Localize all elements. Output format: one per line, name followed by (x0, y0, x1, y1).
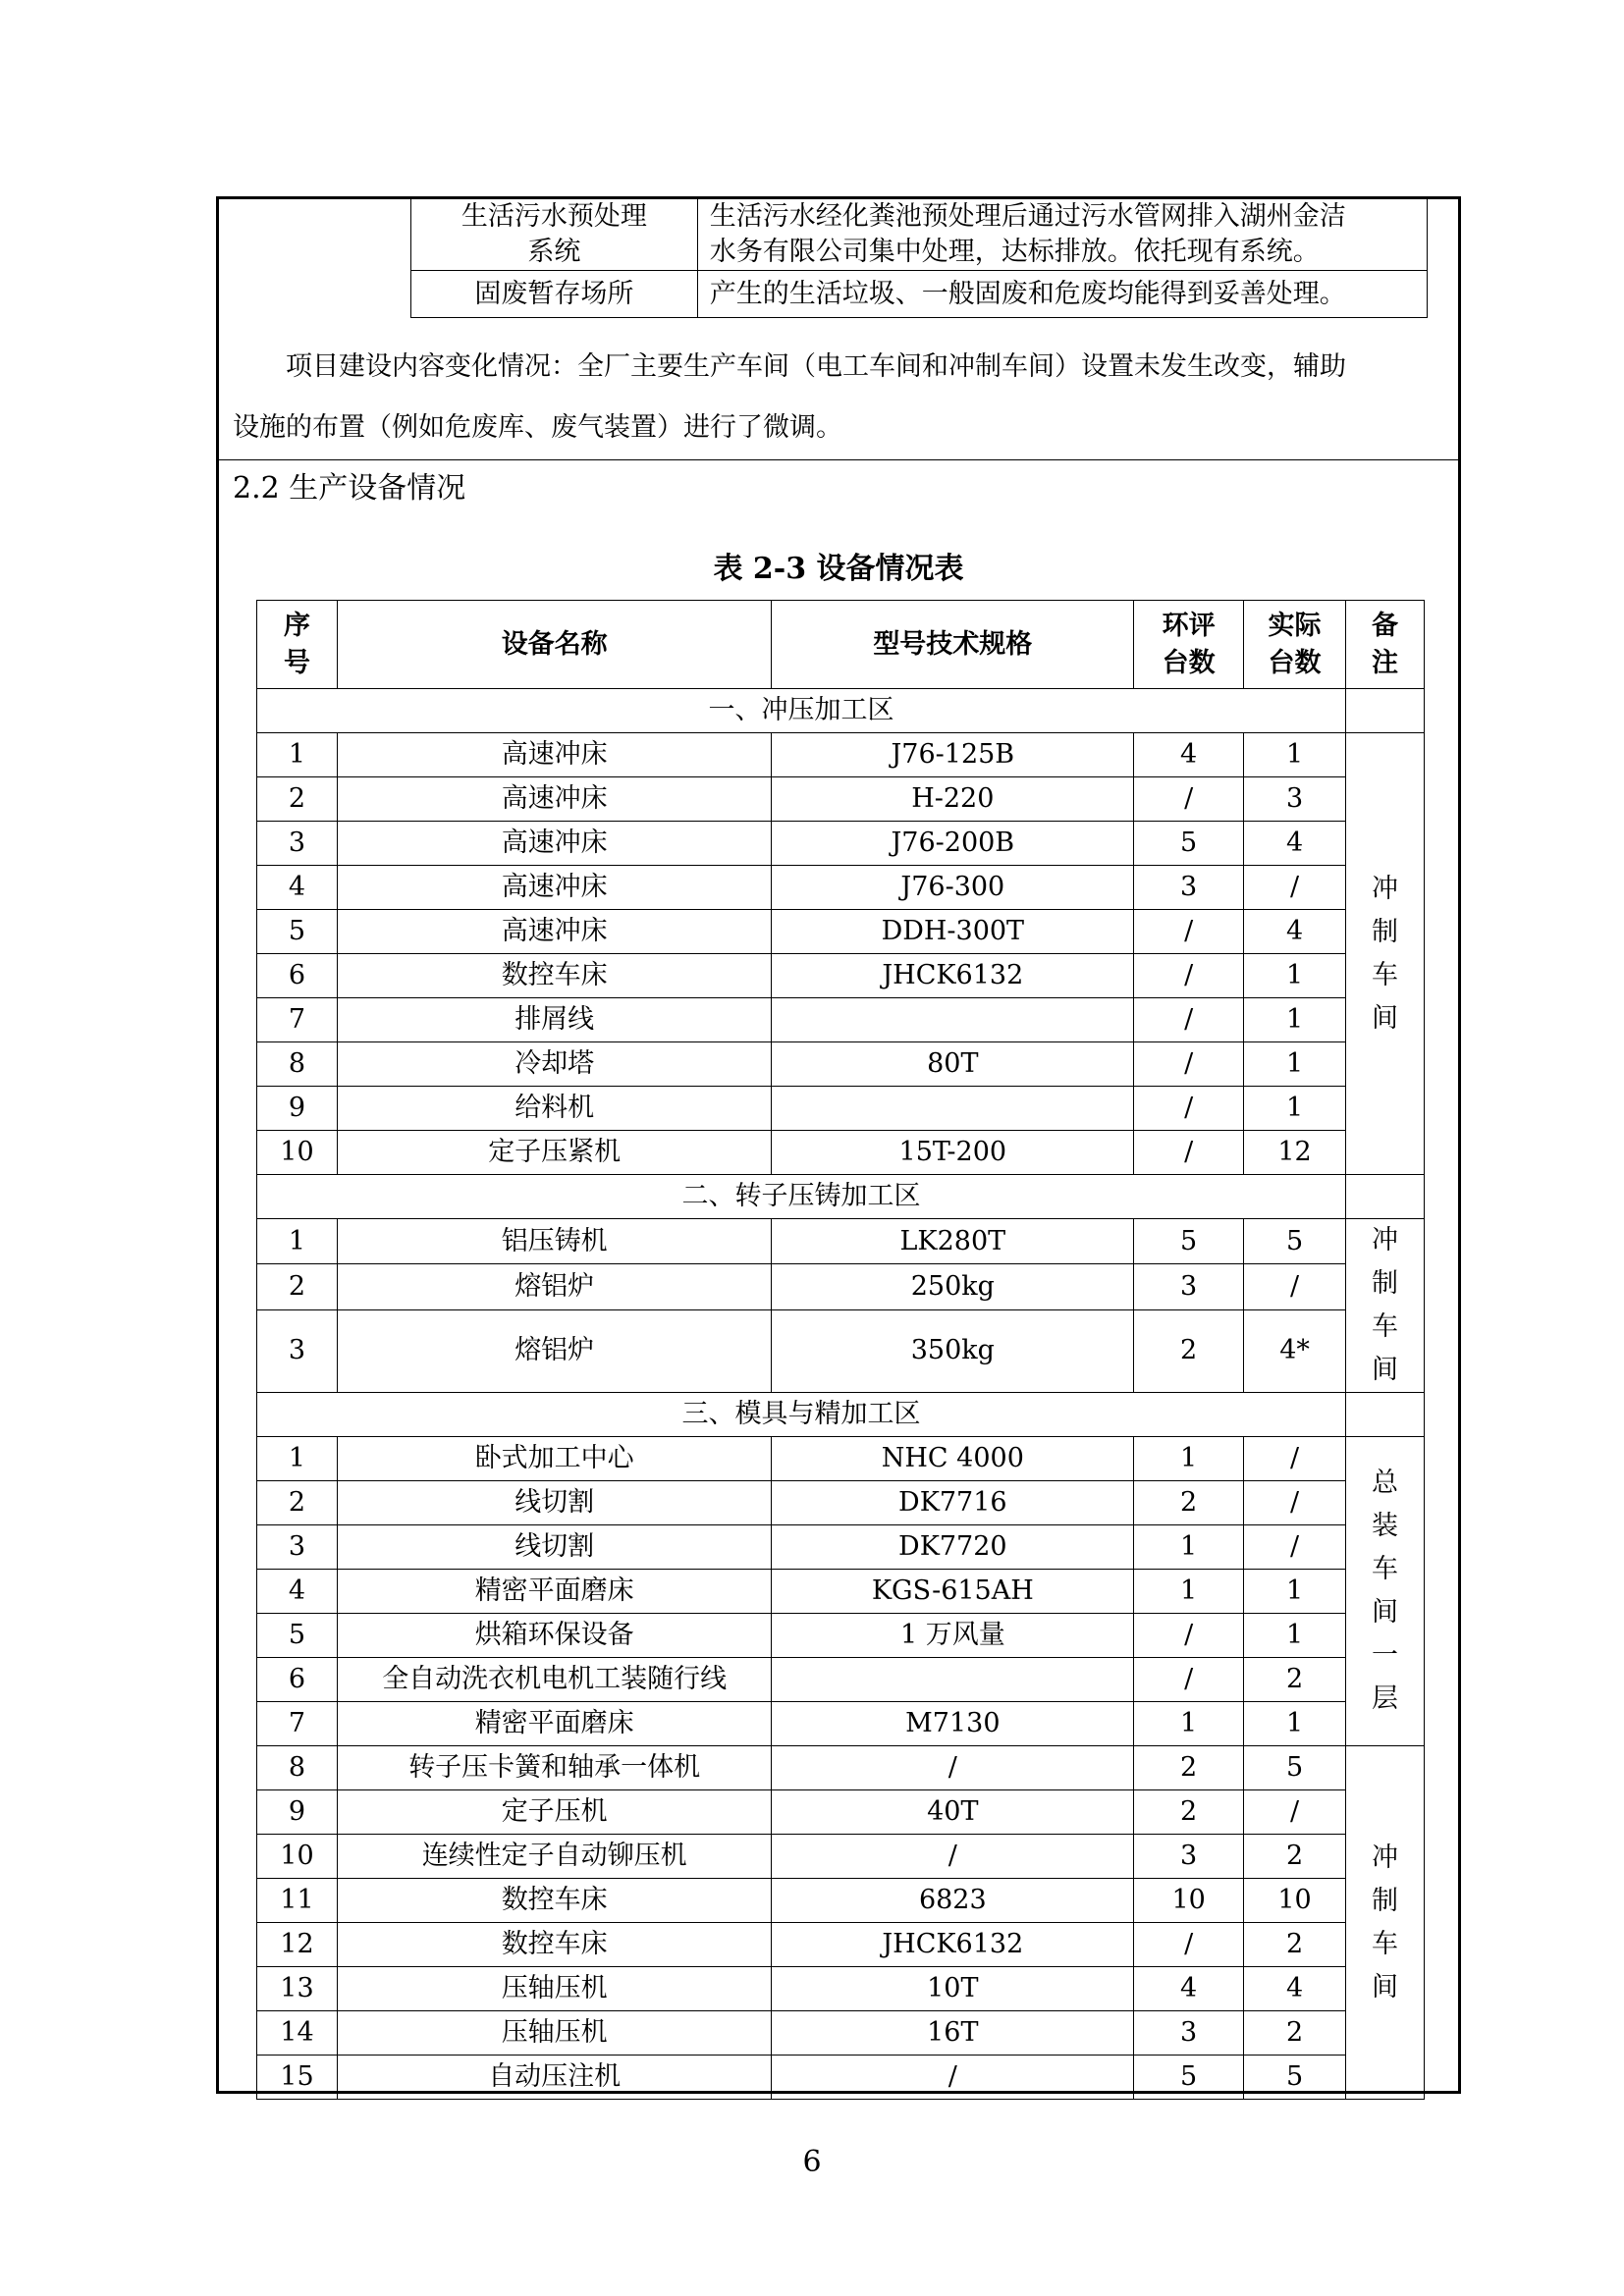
cell-model: NHC 4000 (772, 1437, 1134, 1481)
cell-actual-count: 1 (1244, 1614, 1346, 1658)
table-row (257, 1264, 1425, 1309)
cell-model (772, 1658, 1134, 1702)
cell-name: 定子压紧机 (337, 1131, 772, 1175)
section-title-cell: 一、冲压加工区 (257, 689, 1346, 733)
cell-actual-count: 1 (1244, 998, 1346, 1042)
remark-char: 间 (1372, 1002, 1398, 1034)
cell-eia-count: 3 (1134, 1835, 1244, 1879)
cell-model: LK280T (772, 1219, 1134, 1264)
remark-char: 间 (1372, 1971, 1398, 2002)
cell-actual-count: 1 (1244, 733, 1346, 777)
cell-model: 16T (772, 2011, 1134, 2056)
cell-eia-count: 5 (1134, 822, 1244, 866)
remark-char: 冲 (1372, 1225, 1398, 1255)
cell-actual-count: 2 (1244, 1658, 1346, 1702)
cell-eia-count: 3 (1134, 2011, 1244, 2056)
table-row (257, 1087, 1425, 1131)
cell-name: 熔铝炉 (337, 1264, 772, 1309)
facility-row (411, 271, 1428, 318)
cell-eia-count: 2 (1134, 1790, 1244, 1835)
remark-char: 装 (1372, 1511, 1398, 1541)
header-actual-count: 实际 台数 (1244, 601, 1346, 689)
cell-seq: 2 (257, 1264, 338, 1309)
cell-name: 高速冲床 (337, 733, 772, 777)
cell-model (772, 998, 1134, 1042)
header-eia-count: 环评 台数 (1134, 601, 1244, 689)
cell-eia-count: / (1134, 1923, 1244, 1967)
cell-model: KGS-615AH (772, 1570, 1134, 1614)
cell-seq: 8 (257, 1746, 338, 1790)
cell-actual-count: 2 (1244, 2011, 1346, 2056)
cell-model: J76-200B (772, 822, 1134, 866)
cell-seq: 3 (257, 822, 338, 866)
cell-name: 线切割 (337, 1481, 772, 1525)
cell-name: 压轴压机 (337, 1967, 772, 2011)
cell-model: / (772, 1746, 1134, 1790)
cell-seq: 4 (257, 866, 338, 910)
cell-name: 精密平面磨床 (337, 1570, 772, 1614)
cell-actual-count: / (1244, 866, 1346, 910)
cell-seq: 10 (257, 1835, 338, 1879)
table-row (257, 1042, 1425, 1087)
cell-name: 高速冲床 (337, 866, 772, 910)
remark-char: 车 (1372, 959, 1398, 990)
table-row (257, 1219, 1425, 1264)
cell-eia-count: 1 (1134, 1525, 1244, 1570)
cell-eia-count: 10 (1134, 1879, 1244, 1923)
header-remark: 备 注 (1346, 601, 1425, 689)
cell-actual-count: 10 (1244, 1879, 1346, 1923)
remark-char: 车 (1372, 1554, 1398, 1584)
section-remark-empty (1346, 1393, 1425, 1437)
cell-name: 卧式加工中心 (337, 1437, 772, 1481)
table-row (257, 1481, 1425, 1525)
cell-seq: 15 (257, 2056, 338, 2100)
table-row (257, 733, 1425, 777)
cell-seq: 9 (257, 1087, 338, 1131)
cell-seq: 2 (257, 1481, 338, 1525)
remark-char: 冲 (1372, 1842, 1398, 1873)
remark-char: 制 (1372, 1885, 1398, 1916)
cell-eia-count: / (1134, 1087, 1244, 1131)
cell-eia-count: 3 (1134, 1264, 1244, 1309)
cell-actual-count: 4* (1244, 1309, 1346, 1392)
cell-actual-count: 1 (1244, 1702, 1346, 1746)
cell-actual-count: 5 (1244, 2056, 1346, 2100)
cell-remark (1346, 1437, 1425, 1746)
remark-char: 间 (1372, 1355, 1398, 1385)
cell-name: 给料机 (337, 1087, 772, 1131)
table-row (257, 777, 1425, 822)
remark-char: 车 (1372, 1928, 1398, 1959)
cell-actual-count: / (1244, 1790, 1346, 1835)
cell-model: JHCK6132 (772, 1923, 1134, 1967)
change-paragraph-line1: 项目建设内容变化情况：全厂主要生产车间（电工车间和冲制车间）设置未发生改变，辅助 (233, 351, 1346, 382)
cell-eia-count: 4 (1134, 1967, 1244, 2011)
page-number: 6 (802, 2145, 822, 2179)
table-row (257, 910, 1425, 954)
cell-model: JHCK6132 (772, 954, 1134, 998)
cell-seq: 1 (257, 733, 338, 777)
cell-seq: 12 (257, 1923, 338, 1967)
cell-name: 定子压机 (337, 1790, 772, 1835)
equipment-table (256, 600, 1425, 2100)
cell-model: M7130 (772, 1702, 1134, 1746)
cell-name: 熔铝炉 (337, 1309, 772, 1392)
cell-seq: 5 (257, 910, 338, 954)
cell-name: 高速冲床 (337, 777, 772, 822)
cell-model: DK7720 (772, 1525, 1134, 1570)
cell-actual-count: 4 (1244, 822, 1346, 866)
cell-seq: 14 (257, 2011, 338, 2056)
table-row (257, 1570, 1425, 1614)
table-row (257, 954, 1425, 998)
cell-name: 压轴压机 (337, 2011, 772, 2056)
table-caption: 表 2-3 设备情况表 (713, 552, 964, 586)
table-row (257, 1967, 1425, 2011)
cell-seq: 10 (257, 1131, 338, 1175)
cell-actual-count: 1 (1244, 1570, 1346, 1614)
table-row (257, 1309, 1425, 1392)
cell-seq: 7 (257, 1702, 338, 1746)
table-row (257, 1658, 1425, 1702)
cell-seq: 13 (257, 1967, 338, 2011)
cell-seq: 3 (257, 1525, 338, 1570)
cell-actual-count: 1 (1244, 1042, 1346, 1087)
cell-seq: 3 (257, 1309, 338, 1392)
cell-eia-count: 4 (1134, 733, 1244, 777)
table-row (257, 1131, 1425, 1175)
remark-char: 一 (1372, 1640, 1398, 1671)
cell-model: 6823 (772, 1879, 1134, 1923)
table-row (257, 1790, 1425, 1835)
cell-actual-count: 5 (1244, 1219, 1346, 1264)
cell-actual-count: / (1244, 1525, 1346, 1570)
cell-model: / (772, 2056, 1134, 2100)
facility-name: 固废暂存场所 (411, 271, 698, 318)
table-row (257, 2056, 1425, 2100)
cell-model: 40T (772, 1790, 1134, 1835)
header-seq: 序 号 (257, 601, 338, 689)
remark-char: 车 (1372, 1311, 1398, 1342)
facility-description: 生活污水经化粪池预处理后通过污水管网排入湖州金洁 水务有限公司集中处理，达标排放。依托现有系统。 (697, 199, 1427, 271)
cell-model: H-220 (772, 777, 1134, 822)
cell-seq: 6 (257, 954, 338, 998)
remark-char: 总 (1372, 1468, 1398, 1498)
cell-name: 数控车床 (337, 1923, 772, 1967)
table-row (257, 1525, 1425, 1570)
report-frame (216, 196, 1461, 2094)
cell-seq: 1 (257, 1437, 338, 1481)
cell-model: DDH-300T (772, 910, 1134, 954)
section-remark-empty (1346, 1175, 1425, 1219)
cell-actual-count: 2 (1244, 1923, 1346, 1967)
cell-seq: 4 (257, 1570, 338, 1614)
cell-eia-count: / (1134, 1131, 1244, 1175)
change-paragraph-line2: 设施的布置（例如危废库、废气装置）进行了微调。 (233, 412, 842, 443)
table-row (257, 1923, 1425, 1967)
cell-eia-count: / (1134, 954, 1244, 998)
cell-name: 铝压铸机 (337, 1219, 772, 1264)
cell-model (772, 1087, 1134, 1131)
cell-actual-count: 4 (1244, 1967, 1346, 2011)
cell-actual-count: 5 (1244, 1746, 1346, 1790)
cell-eia-count: / (1134, 777, 1244, 822)
cell-eia-count: 2 (1134, 1481, 1244, 1525)
cell-eia-count: 5 (1134, 2056, 1244, 2100)
cell-actual-count: 3 (1244, 777, 1346, 822)
cell-seq: 8 (257, 1042, 338, 1087)
cell-actual-count: 12 (1244, 1131, 1346, 1175)
section-title-cell: 三、模具与精加工区 (257, 1393, 1346, 1437)
cell-name: 排屑线 (337, 998, 772, 1042)
remark-char: 间 (1372, 1597, 1398, 1628)
header-name: 设备名称 (337, 601, 772, 689)
cell-remark (1346, 733, 1425, 1175)
cell-eia-count: 1 (1134, 1702, 1244, 1746)
cell-model: / (772, 1835, 1134, 1879)
facility-row (411, 199, 1428, 271)
cell-name: 线切割 (337, 1525, 772, 1570)
cell-seq: 5 (257, 1614, 338, 1658)
facility-description: 产生的生活垃圾、一般固废和危废均能得到妥善处理。 (697, 271, 1427, 318)
remark-char: 制 (1372, 1268, 1398, 1299)
table-row (257, 1835, 1425, 1879)
cell-actual-count: / (1244, 1264, 1346, 1309)
cell-eia-count: / (1134, 1614, 1244, 1658)
cell-name: 数控车床 (337, 954, 772, 998)
remark-char: 制 (1372, 916, 1398, 947)
cell-eia-count: / (1134, 910, 1244, 954)
facility-name: 生活污水预处理 系统 (411, 199, 698, 271)
cell-actual-count: 4 (1244, 910, 1346, 954)
table-row (257, 1746, 1425, 1790)
cell-model: 1 万风量 (772, 1614, 1134, 1658)
cell-eia-count: 2 (1134, 1746, 1244, 1790)
table-row (257, 866, 1425, 910)
cell-seq: 6 (257, 1658, 338, 1702)
table-row (257, 1614, 1425, 1658)
table-row (257, 1702, 1425, 1746)
cell-seq: 11 (257, 1879, 338, 1923)
cell-name: 自动压注机 (337, 2056, 772, 2100)
section-remark-empty (1346, 689, 1425, 733)
table-row (257, 1437, 1425, 1481)
cell-eia-count: 1 (1134, 1570, 1244, 1614)
cell-model: 10T (772, 1967, 1134, 2011)
section-title: 2.2 生产设备情况 (233, 471, 466, 506)
table-row (257, 998, 1425, 1042)
cell-name: 连续性定子自动铆压机 (337, 1835, 772, 1879)
section-title-row (257, 689, 1425, 733)
cell-model: 15T-200 (772, 1131, 1134, 1175)
section-divider (219, 459, 1458, 460)
table-row (257, 822, 1425, 866)
section-title-cell: 二、转子压铸加工区 (257, 1175, 1346, 1219)
cell-model: J76-300 (772, 866, 1134, 910)
remark-char: 冲 (1372, 873, 1398, 904)
cell-seq: 9 (257, 1790, 338, 1835)
table-header-row (257, 601, 1425, 689)
cell-name: 转子压卡簧和轴承一体机 (337, 1746, 772, 1790)
cell-model: DK7716 (772, 1481, 1134, 1525)
table-row (257, 2011, 1425, 2056)
section-title-row (257, 1175, 1425, 1219)
cell-actual-count: 1 (1244, 1087, 1346, 1131)
cell-model: 250kg (772, 1264, 1134, 1309)
cell-eia-count: 1 (1134, 1437, 1244, 1481)
cell-name: 精密平面磨床 (337, 1702, 772, 1746)
cell-model: J76-125B (772, 733, 1134, 777)
cell-remark (1346, 1746, 1425, 2100)
facility-table (410, 199, 1428, 318)
cell-seq: 1 (257, 1219, 338, 1264)
cell-model: 350kg (772, 1309, 1134, 1392)
cell-eia-count: 3 (1134, 866, 1244, 910)
cell-remark (1346, 1219, 1425, 1393)
table-row (257, 1879, 1425, 1923)
cell-eia-count: / (1134, 1658, 1244, 1702)
cell-name: 数控车床 (337, 1879, 772, 1923)
cell-name: 全自动洗衣机电机工装随行线 (337, 1658, 772, 1702)
cell-seq: 7 (257, 998, 338, 1042)
cell-eia-count: / (1134, 1042, 1244, 1087)
cell-eia-count: 2 (1134, 1309, 1244, 1392)
cell-seq: 2 (257, 777, 338, 822)
cell-model: 80T (772, 1042, 1134, 1087)
cell-eia-count: 5 (1134, 1219, 1244, 1264)
cell-actual-count: / (1244, 1437, 1346, 1481)
section-title-row (257, 1393, 1425, 1437)
cell-actual-count: 1 (1244, 954, 1346, 998)
cell-name: 高速冲床 (337, 822, 772, 866)
remark-char: 层 (1372, 1683, 1398, 1714)
header-model: 型号技术规格 (772, 601, 1134, 689)
cell-eia-count: / (1134, 998, 1244, 1042)
cell-name: 冷却塔 (337, 1042, 772, 1087)
cell-name: 高速冲床 (337, 910, 772, 954)
cell-actual-count: 2 (1244, 1835, 1346, 1879)
cell-actual-count: / (1244, 1481, 1346, 1525)
cell-name: 烘箱环保设备 (337, 1614, 772, 1658)
